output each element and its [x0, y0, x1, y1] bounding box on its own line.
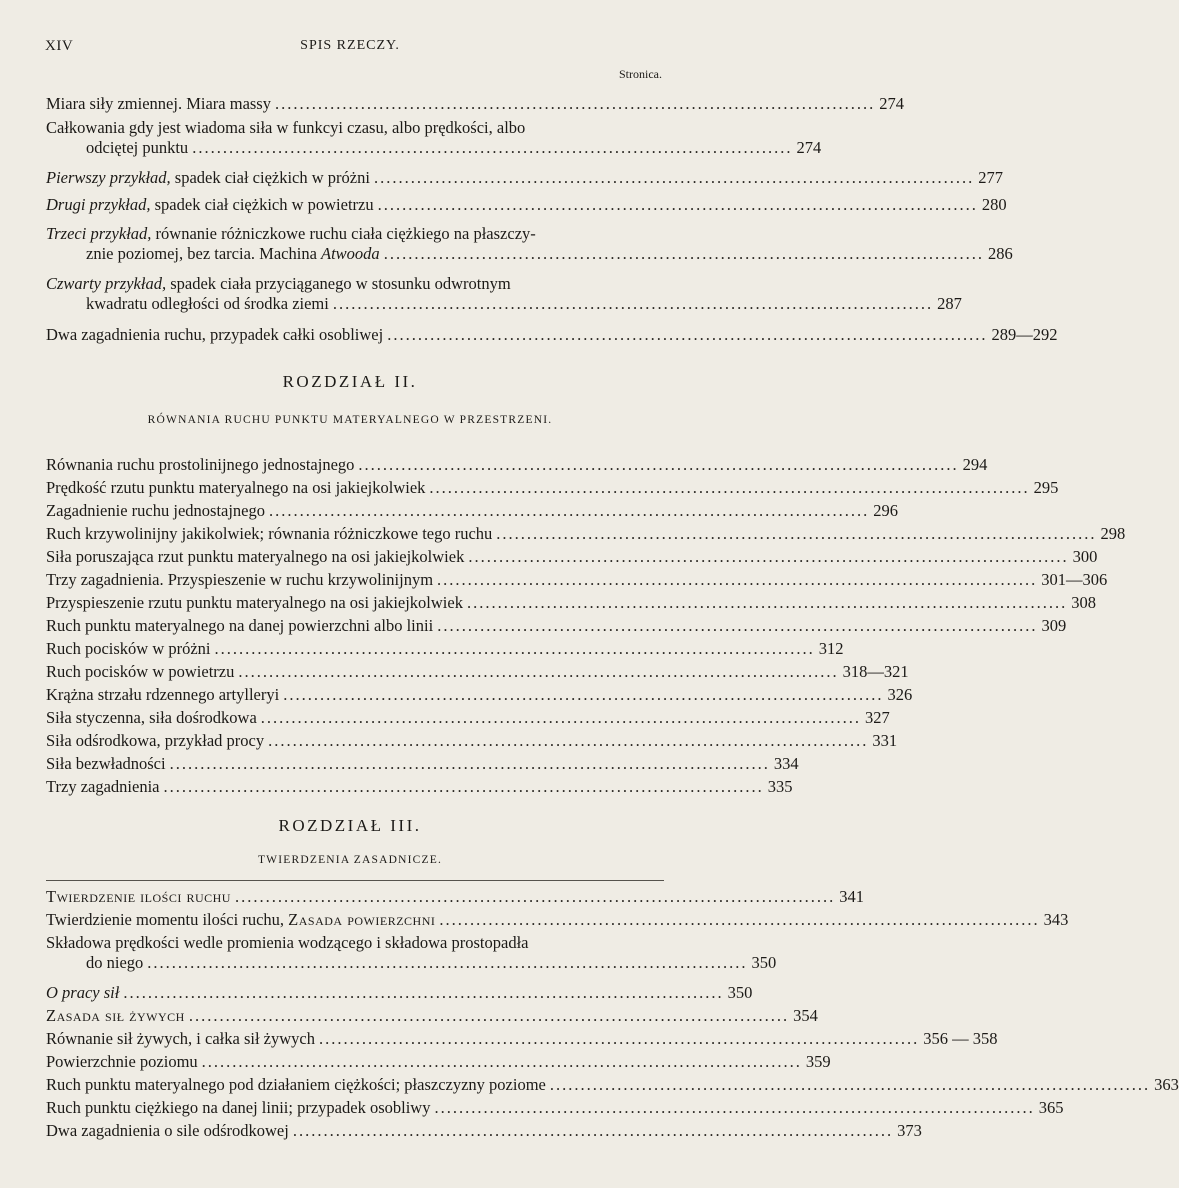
running-title: SPIS RZECZY. [300, 38, 400, 53]
toc-entry: Siła poruszająca rzut punktu materyalnego na osi jakiejkolwiek .................................................................................................. 300 [46, 547, 1098, 566]
toc-entry: Miara siły zmiennej. Miara massy .................................................................................................. 274 [46, 94, 904, 113]
page-number: XIV [45, 38, 74, 54]
toc-entry: Składowa prędkości wedle promienia wodzącego i składowa prostopadła do niego .................................................................................................. 350 [46, 933, 777, 972]
chapter-title: ROZDZIAŁ II. [282, 372, 418, 391]
toc-entry: Ruch pocisków w próżni .................................................................................................. 312 [46, 639, 844, 658]
toc-entry: Równania ruchu prostolinijnego jednostajnego .................................................................................................. 294 [46, 455, 988, 474]
toc-entry: Siła styczenna, siła dośrodkowa .................................................................................................. 327 [46, 708, 890, 727]
toc-entry: Czwarty przykład, spadek ciała przyciąganego w stosunku odwrotnym kwadratu odległości od środka ziemi .................................................................................................. 287 [46, 274, 962, 313]
toc-entry: Siła odśrodkowa, przykład procy .................................................................................................. 331 [46, 731, 898, 750]
chapter-title: ROZDZIAŁ III. [278, 816, 422, 835]
toc-entry: Zagadnienie ruchu jednostajnego .................................................................................................. 296 [46, 501, 899, 520]
divider [46, 880, 664, 881]
toc-entry: Ruch krzywolinijny jakikolwiek; równania różniczkowe tego ruchu .................................................................................................. 298 [46, 524, 1126, 543]
chapter-subtitle: TWIERDZENIA ZASADNICZE. [257, 854, 443, 866]
toc-entry: Równanie sił żywych, i całka sił żywych .................................................................................................. 356 — 358 [46, 1029, 998, 1048]
toc-entry: Twierdzienie momentu ilości ruchu, Zasada powierzchni .................................................................................................. 343 [46, 910, 1069, 929]
toc-entry: Siła bezwładności .................................................................................................. 334 [46, 754, 799, 773]
toc-entry: Ruch pocisków w powietrzu .................................................................................................. 318—321 [46, 662, 909, 681]
toc-entry: Ruch punktu ciężkiego na danej linii; przypadek osobliwy .................................................................................................. 365 [46, 1098, 1064, 1117]
toc-entry: Dwa zagadnienia ruchu, przypadek całki osobliwej .................................................................................................. 289—292 [46, 325, 1058, 344]
toc-entry: Pierwszy przykład, spadek ciał ciężkich w próżni .................................................................................................. 277 [46, 168, 1003, 187]
toc-entry: Przyspieszenie rzutu punktu materyalnego na osi jakiejkolwiek .................................................................................................. 308 [46, 593, 1096, 612]
column-label: Stronica. [619, 67, 662, 81]
toc-entry: Powierzchnie poziomu .................................................................................................. 359 [46, 1052, 831, 1071]
toc-entry: Trzeci przykład, równanie różniczkowe ruchu ciała ciężkiego na płaszczy- znie poziomej, bez tarcia. Machina Atwooda .................................................................................................. 286 [46, 224, 1013, 263]
toc-entry: Trzy zagadnienia .................................................................................................. 335 [46, 777, 793, 796]
toc-entry: O pracy sił .................................................................................................. 350 [46, 983, 753, 1002]
toc-entry: Ruch punktu materyalnego na danej powierzchni albo linii .................................................................................................. 309 [46, 616, 1067, 635]
toc-entry: Krążna strzału rdzennego artylleryi .................................................................................................. 326 [46, 685, 913, 704]
toc-entry: Całkowania gdy jest wiadoma siła w funkcyi czasu, albo prędkości, albo odciętej punktu .................................................................................................. 274 [46, 118, 822, 157]
toc-entry: Zasada sił żywych .................................................................................................. 354 [46, 1006, 818, 1025]
toc-entry: Ruch punktu materyalnego pod działaniem ciężkości; płaszczyzny poziome .................................................................................................. 363 [46, 1075, 1179, 1094]
toc-entry: Twierdzenie ilości ruchu .................................................................................................. 341 [46, 887, 864, 906]
toc-entry: Prędkość rzutu punktu materyalnego na osi jakiejkolwiek .................................................................................................. 295 [46, 478, 1059, 497]
toc-entry: Trzy zagadnienia. Przyspieszenie w ruchu krzywolinijnym .................................................................................................. 301—306 [46, 570, 1108, 589]
chapter-subtitle: RÓWNANIA RUCHU PUNKTU MATERYALNEGO W PRZESTRZENI. [147, 414, 553, 426]
toc-entry: Dwa zagadnienia o sile odśrodkowej .................................................................................................. 373 [46, 1121, 922, 1140]
toc-entry: Drugi przykład, spadek ciał ciężkich w powietrzu .................................................................................................. 280 [46, 195, 1007, 214]
